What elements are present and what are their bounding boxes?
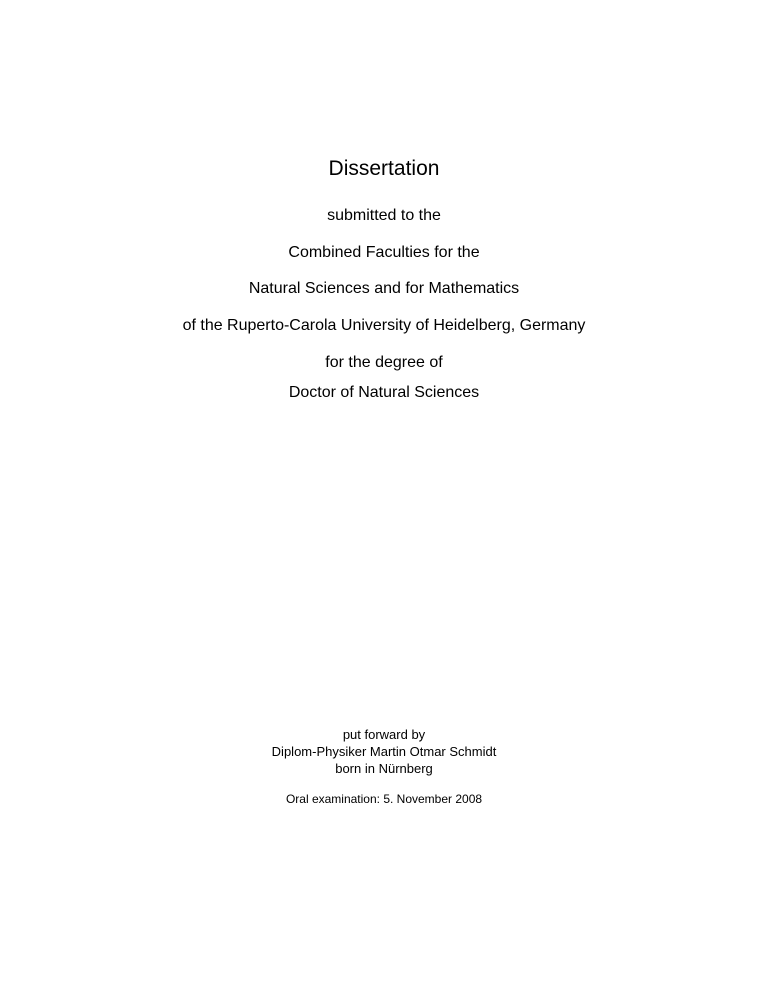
birthplace-line: born in Nürnberg: [335, 761, 433, 776]
university-line: of the Ruperto-Carola University of Heidelberg, Germany: [182, 317, 586, 334]
degree-intro-line: for the degree of: [325, 354, 443, 371]
sciences-line: Natural Sciences and for Mathematics: [248, 280, 520, 297]
submitted-line: submitted to the: [327, 207, 441, 224]
document-title: Dissertation: [328, 157, 440, 180]
put-forward-line: put forward by: [342, 727, 426, 742]
degree-line: Doctor of Natural Sciences: [288, 384, 480, 401]
author-name: Diplom-Physiker Martin Otmar Schmidt: [271, 744, 497, 759]
oral-exam-line: Oral examination: 5. November 2008: [285, 792, 483, 806]
faculties-line: Combined Faculties for the: [288, 244, 480, 261]
